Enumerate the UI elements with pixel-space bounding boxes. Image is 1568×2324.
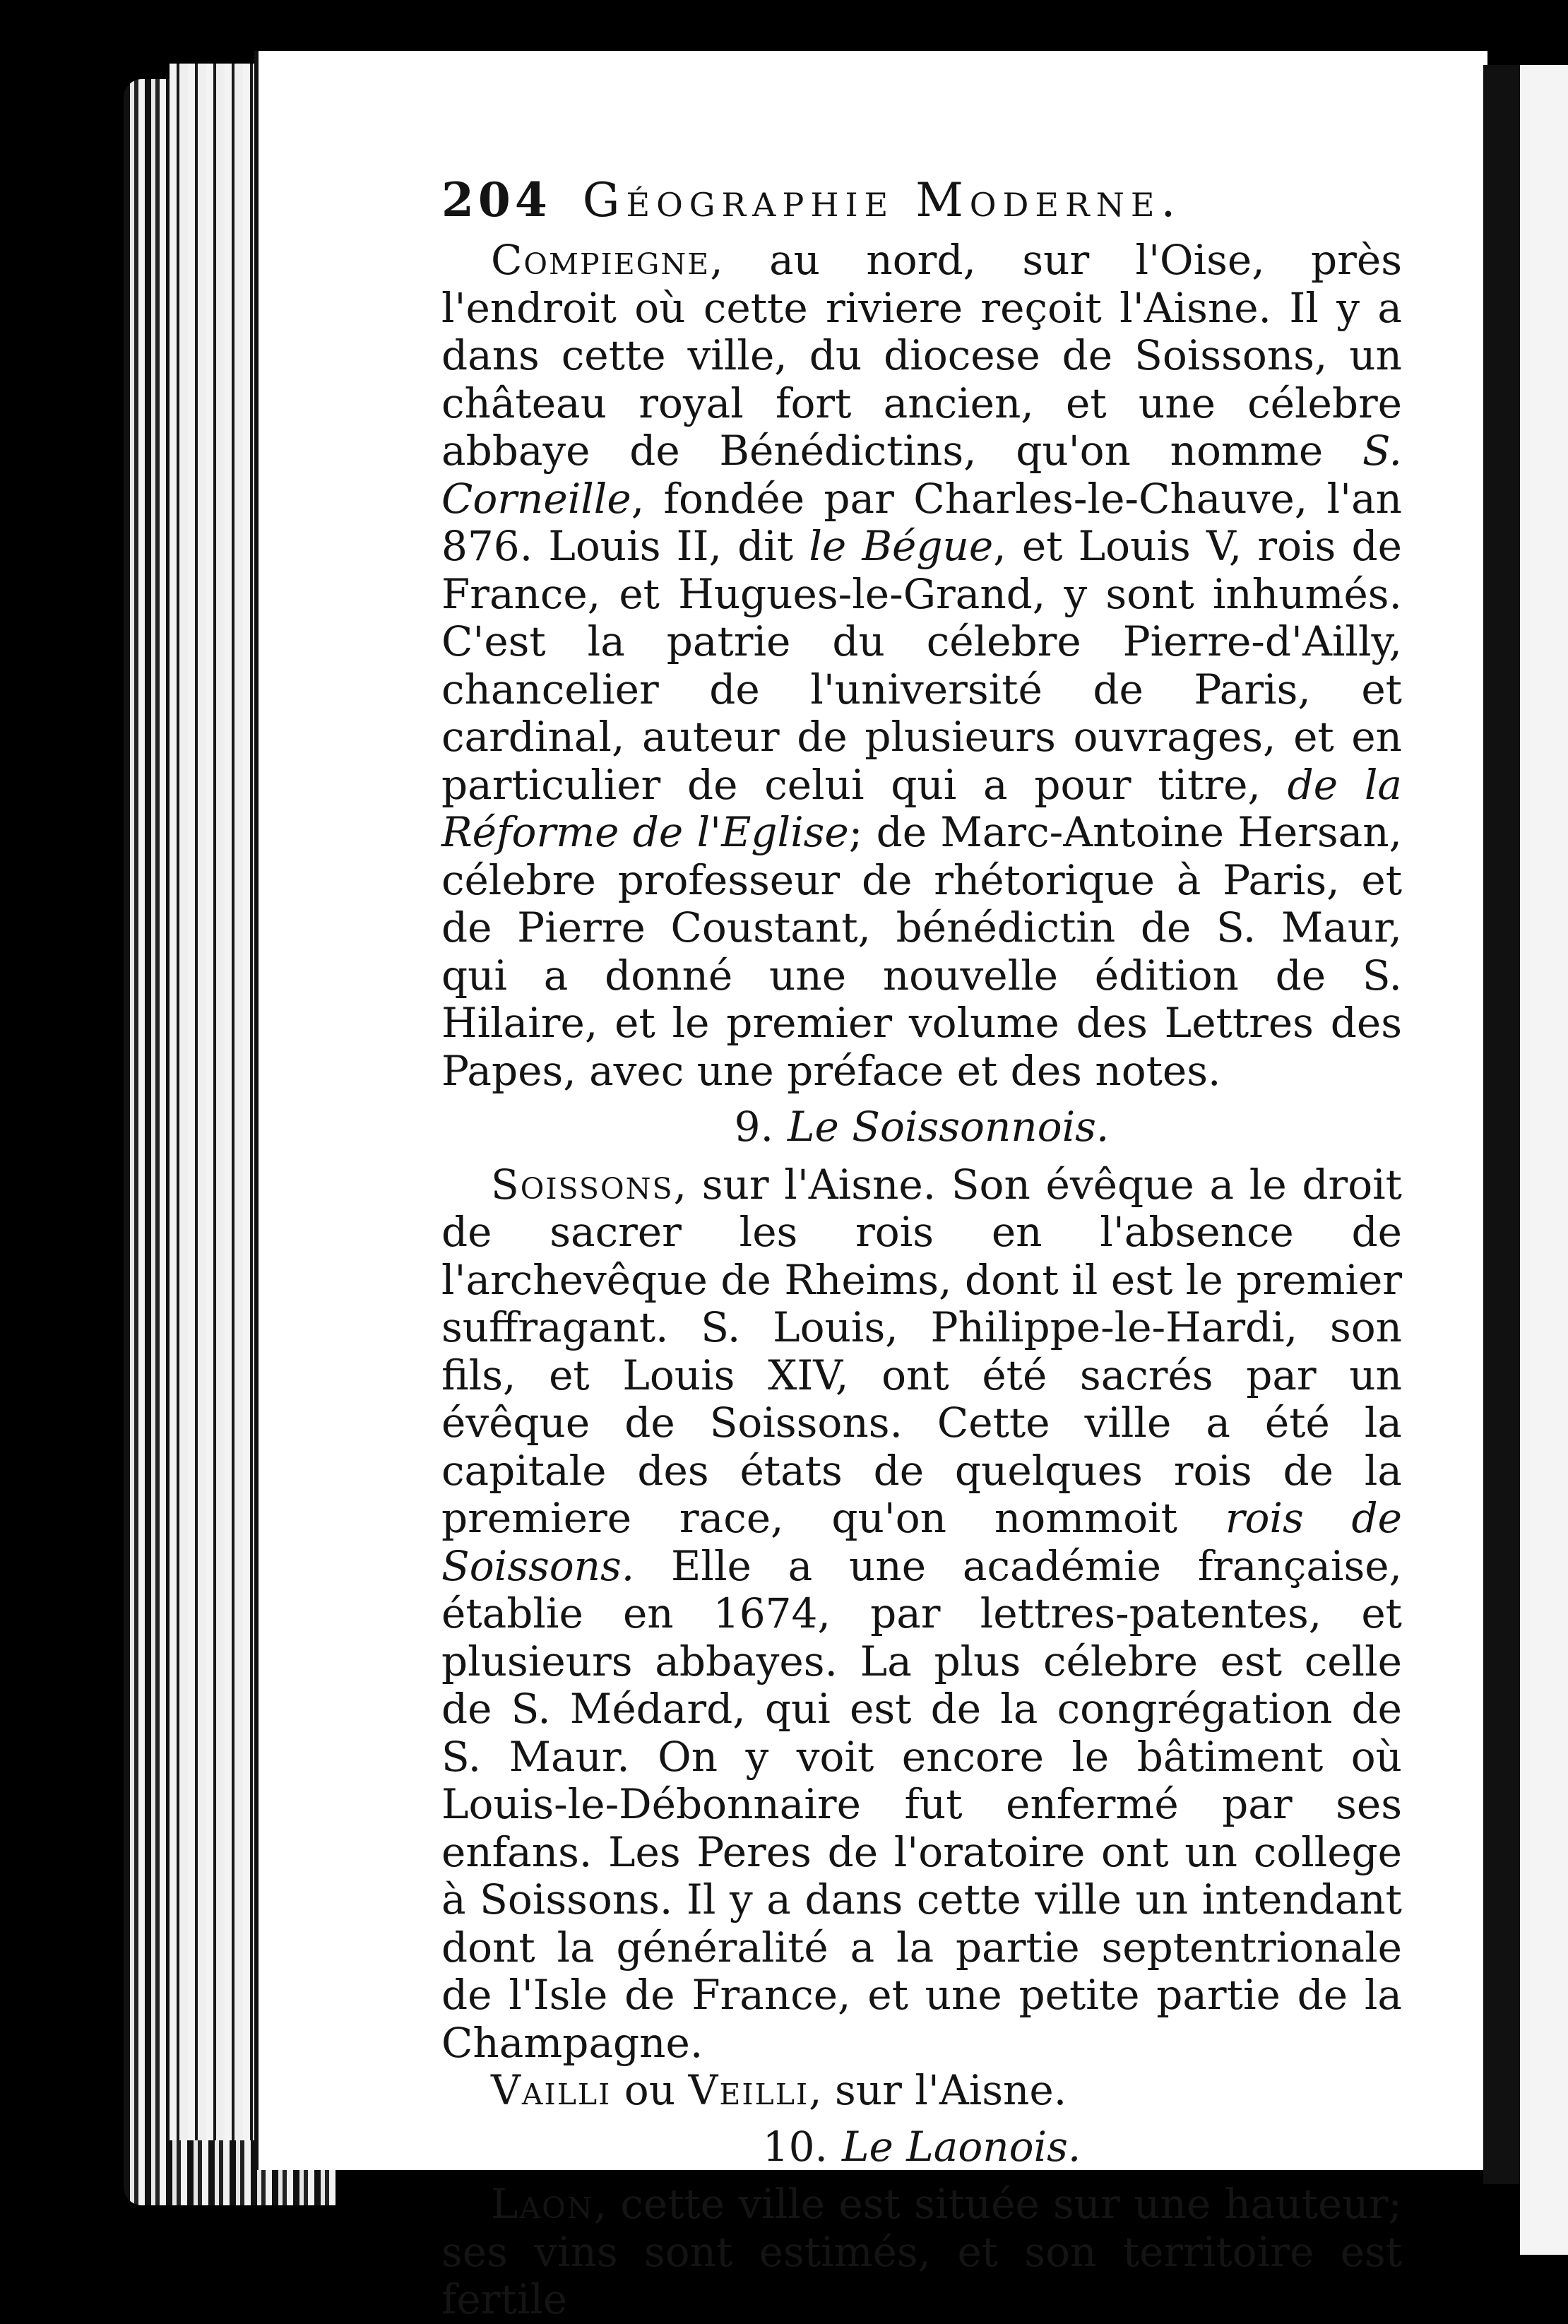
text-compiegne-1: , au nord, sur l'Oise, près l'endroit où cette riviere reçoit l'Aisne. Il y a dans cette ville, du diocese de Soissons, un château royal fort ancien, et une célebre abbaye de Bénédictins, qu'on nomme xyxy=(441,236,1402,475)
text-compiegne-2: , fondée par Charles-le-Chauve, l'an 876. Louis II, dit xyxy=(441,474,1402,570)
place-name-soissons: Soissons xyxy=(491,1160,674,1209)
section-title-10: Le Laonois. xyxy=(841,2122,1081,2171)
page-number: 204 xyxy=(441,172,552,227)
paragraph-soissons xyxy=(441,1161,1402,2068)
italic-compiegne-2: le Bégue xyxy=(809,522,994,570)
section-heading-9 xyxy=(441,1103,1402,1151)
place-name-vailli: Vailli xyxy=(491,2066,612,2114)
italic-soissons-1: rois de Soissons. xyxy=(441,1494,1402,1590)
section-number-9: 9. xyxy=(734,1103,774,1151)
page-gutter-shadow xyxy=(1483,65,1520,2184)
paragraph-compiegne xyxy=(441,237,1402,1095)
text-vailli-1: , sur l'Aisne. xyxy=(809,2066,1067,2114)
section-heading-10 xyxy=(441,2123,1402,2171)
place-name-compiegne: Compiegne xyxy=(491,236,711,284)
text-vailli-connector: ou xyxy=(611,2066,689,2114)
text-laon-1: , cette ville est située sur une hauteur; ses vins sont estimés, et son territoire est fertile xyxy=(441,2180,1402,2323)
text-compiegne-4: ; de Marc-Antoine Hersan, célebre professeur de rhétorique à Paris, et de Pierre Coustant, bénédictin de S. Maur, qui a donné une nouvelle édition de S. Hilaire, et le premier volume des Lettres des Papes, avec une préface et des notes. xyxy=(441,808,1402,1095)
page-text xyxy=(441,168,1402,2324)
running-title: Géographie Moderne. xyxy=(582,173,1182,227)
italic-compiegne-1: S. Corneille xyxy=(441,427,1402,523)
place-name-laon: Laon xyxy=(491,2180,594,2228)
paragraph-laon xyxy=(441,2181,1402,2324)
text-soissons-1: , sur l'Aisne. Son évêque a le droit de sacrer les rois en l'absence de l'archevêque de Rheims, dont il est le premier suffragant. S. Louis, Philippe-le-Hardi, son fils, et Louis XIV, ont été sacrés par un évêque de Soissons. Cette ville a été la capitale des états de quelques rois de la premiere race, qu'on nommoit xyxy=(441,1160,1402,1542)
italic-compiegne-3: de la Réforme de l'Eglise xyxy=(441,760,1402,856)
running-head xyxy=(441,168,1402,232)
place-name-veilli: Veilli xyxy=(688,2066,809,2114)
text-soissons-2: Elle a une académie française, établie en 1674, par lettres-patentes, et plusieurs abbayes. La plus célebre est celle de S. Médard, qui est de la congrégation de S. Maur. On y voit encore le bâtiment où Louis-le-Débonnaire fut enfermé par ses enfans. Les Peres de l'oratoire ont un college à Soissons. Il y a dans cette ville un intendant dont la généralité a la partie septentrionale de l'Isle de France, et une petite partie de la Champagne. xyxy=(441,1541,1402,2067)
text-compiegne-3: , et Louis V, rois de France, et Hugues-le-Grand, y sont inhumés. C'est la patrie du célebre Pierre-d'Ailly, chancelier de l'université de Paris, et cardinal, auteur de plusieurs ouvrages, et en particulier de celui qui a pour titre, xyxy=(441,522,1402,809)
paragraph-vailli xyxy=(441,2067,1402,2115)
section-title-9: Le Soissonnois. xyxy=(788,1103,1110,1151)
facing-page-edge xyxy=(1520,65,1568,2255)
section-number-10: 10. xyxy=(762,2122,828,2171)
